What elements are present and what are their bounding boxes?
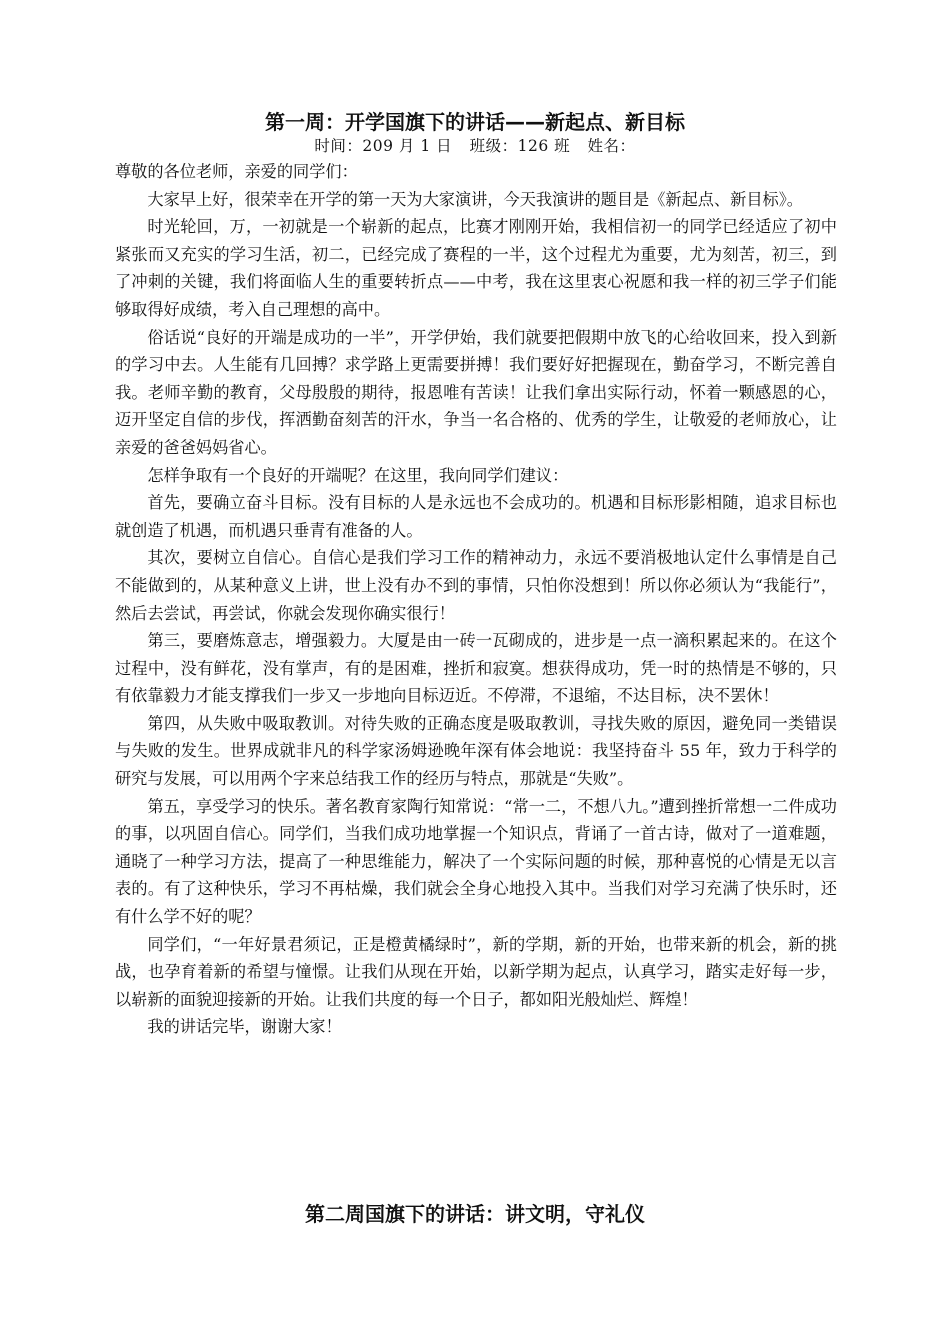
meta-time: 时间：209 月 1 日	[314, 137, 453, 155]
speech-body	[115, 158, 837, 1041]
document-meta	[0, 135, 950, 157]
paragraph: 首先，要确立奋斗目标。没有目标的人是永远也不会成功的。机遇和目标形影相随，追求目标也就创造了机遇，而机遇只垂青有准备的人。	[115, 493, 837, 540]
paragraph: 俗话说“良好的开端是成功的一半”，开学伊始，我们就要把假期中放飞的心给收回来，投入到新的学习中去。人生能有几回搏？求学路上更需要拼搏！我们要好好把握现在，勤奋学习，不断完善自我。老师辛勤的教育，父母殷殷的期待，报恩唯有苦读！让我们拿出实际行动，怀着一颗感恩的心，迈开坚定自信的步伐，挥洒勤奋刻苦的汗水，争当一名合格的、优秀的学生，让敬爱的老师放心，让亲爱的爸爸妈妈省心。	[115, 327, 837, 457]
paragraph: 第五，享受学习的快乐。著名教育家陶行知常说：“常一二，不想八九。”遭到挫折常想一二件成功的事，以巩固自信心。同学们，当我们成功地掌握一个知识点，背诵了一首古诗，做对了一道难题，通晓了一种学习方法，提高了一种思维能力，解决了一个实际问题的时候，那种喜悦的心情是无以言表的。有了这种快乐，学习不再枯燥，我们就会全身心地投入其中。当我们对学习充满了快乐时，还有什么学不好的呢？	[115, 796, 837, 927]
meta-name: 姓名：	[587, 137, 636, 155]
document-title: 第一周：开学国旗下的讲话——新起点、新目标	[265, 110, 685, 134]
closing-line: 我的讲话完毕，谢谢大家！	[147, 1017, 342, 1037]
paragraph: 大家早上好，很荣幸在开学的第一天为大家演讲，今天我演讲的题目是《新起点、新目标》。	[147, 189, 803, 209]
paragraph: 时光轮回，万，一初就是一个崭新的起点，比赛才刚刚开始，我相信初一的同学已经适应了初中紧张而又充实的学习生活，初二，已经完成了赛程的一半，这个过程尤为重要，尤为刻苦，初三，到了冲刺的关键，我们将面临人生的重要转折点——中考，我在这里衷心祝愿和我一样的初三学子们能够取得好成绩，考入自己理想的高中。	[115, 217, 837, 319]
paragraph: 其次，要树立自信心。自信心是我们学习工作的精神动力，永远不要消极地认定什么事情是自己不能做到的，从某种意义上讲，世上没有办不到的事情，只怕你没想到！所以你必须认为“我能行”，然后去尝试，再尝试，你就会发现你确实很行！	[115, 548, 837, 623]
next-section-title: 第二周国旗下的讲话：讲文明，守礼仪	[305, 1202, 645, 1226]
paragraph: 第三，要磨炼意志，增强毅力。大厦是由一砖一瓦砌成的，进步是一点一滴积累起来的。在这个过程中，没有鲜花，没有掌声，有的是困难，挫折和寂寞。想获得成功，凭一时的热情是不够的，只有依靠毅力才能支撑我们一步又一步地向目标迈近。不停滞，不退缩，不达目标，决不罢休！	[115, 631, 837, 706]
paragraph: 同学们，“一年好景君须记，正是橙黄橘绿时”，新的学期，新的开始，也带来新的机会，新的挑战，也孕育着新的希望与憧憬。让我们从现在开始，以新学期为起点，认真学习，踏实走好每一步，以崭新的面貌迎接新的开始。让我们共度的每一个日子，都如阳光般灿烂、辉煌！	[115, 934, 837, 1009]
meta-class: 班级：126 班	[469, 137, 571, 155]
paragraph: 第四，从失败中吸取教训。对待失败的正确态度是吸取教训，寻找失败的原因，避免同一类错误与失败的发生。世界成就非凡的科学家汤姆逊晚年深有体会地说：我坚持奋斗 55 年，致力于科学的研究与发展，可以用两个字来总结我工作的经历与特点，那就是“失败”。	[115, 713, 837, 789]
salutation: 尊敬的各位老师，亲爱的同学们：	[115, 162, 358, 181]
paragraph: 怎样争取有一个良好的开端呢？在这里，我向同学们建议：	[147, 465, 569, 485]
